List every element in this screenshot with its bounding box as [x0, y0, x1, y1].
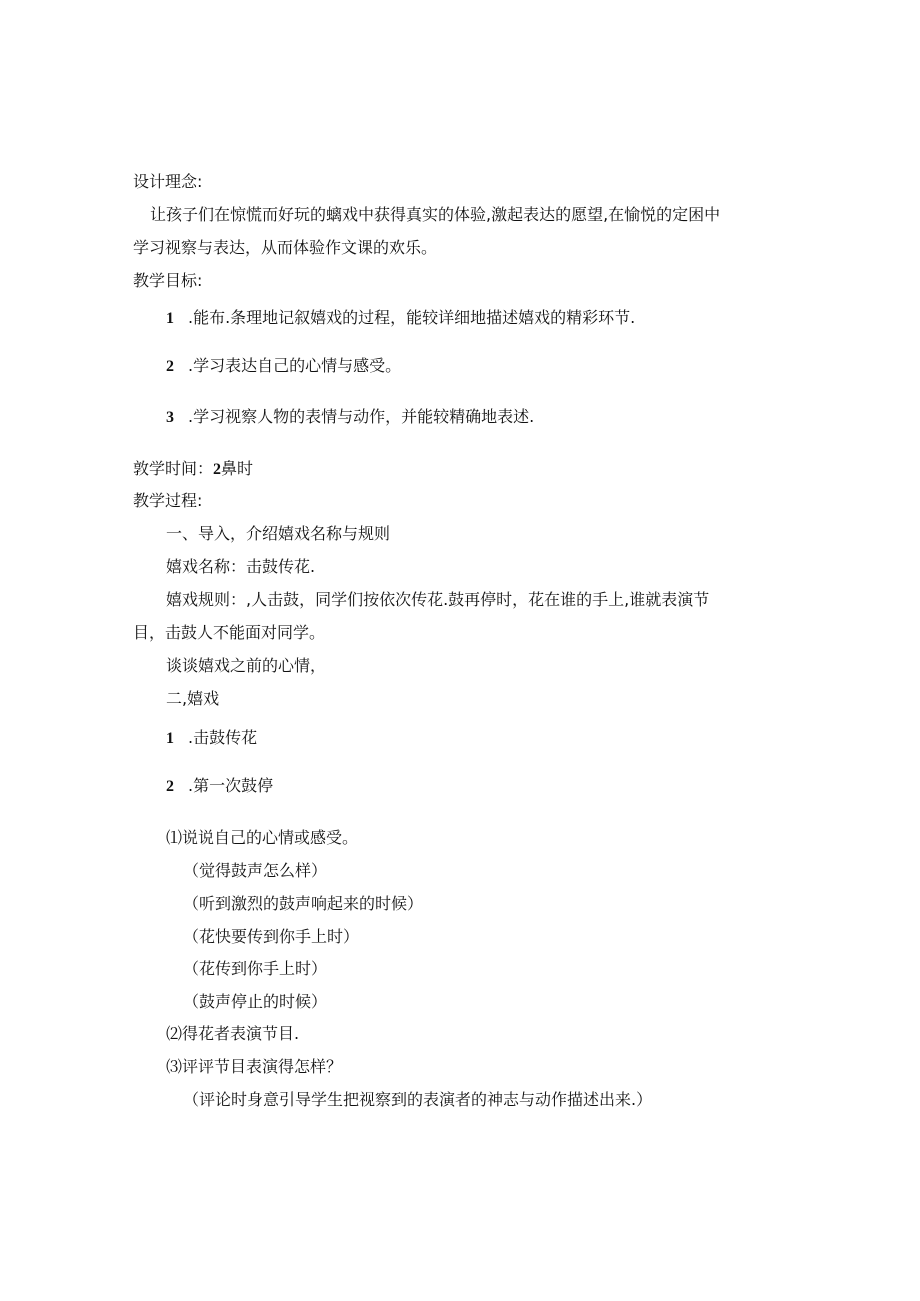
- part2-title: 二,嬉戏: [166, 689, 220, 708]
- step-item: [166, 727, 257, 750]
- goals-heading: 教学目标:: [133, 271, 203, 290]
- goal-number: 2: [166, 358, 174, 375]
- sub-item-1-note: （花传到你手上时）: [183, 959, 328, 978]
- goal-number: 1: [166, 310, 174, 327]
- sub-item-1-note: （鼓声停止的时候）: [183, 992, 328, 1011]
- sub-item-3: ⑶评评节目表演得怎样？: [166, 1057, 343, 1076]
- sub-item-1: ⑴说说自己的心情或感受。: [166, 828, 359, 847]
- goal-item: [166, 307, 635, 330]
- goal-text: .能布.条理地记叙嬉戏的过程，能较详细地描述嬉戏的精彩环节.: [188, 308, 636, 327]
- goal-text: .学习视察人物的表情与动作，并能较精确地表述.: [188, 407, 535, 426]
- game-name: 嬉戏名称：击鼓传花.: [166, 557, 316, 576]
- design-heading: 设计理念:: [133, 172, 203, 191]
- game-rules-line-1: 嬉戏规则：,人击鼓，同学们按依次传花.鼓再停时，花在谁的手上,谁就表演节: [166, 590, 710, 609]
- sub-item-1-note: （花快要传到你手上时）: [183, 927, 360, 946]
- goal-item: [166, 406, 534, 429]
- game-rules-line-2: 目，击鼓人不能面对同学。: [133, 623, 326, 642]
- goal-text: .学习表达自己的心情与感受。: [188, 356, 402, 375]
- sub-item-1-note: （听到激烈的鼓声响起来的时候）: [183, 894, 424, 913]
- talk-mood: 谈谈嬉戏之前的心情，: [166, 656, 327, 675]
- process-heading: 教学过程:: [133, 491, 203, 510]
- step-text: .第一次鼓停: [188, 776, 274, 795]
- sub-item-1-note: （觉得鼓声怎么样）: [183, 861, 328, 880]
- design-text-line-2: 学习视察与表达，从而体验作文课的欢乐。: [133, 238, 438, 257]
- time-line: [133, 458, 253, 481]
- goal-item: [166, 355, 401, 378]
- part1-title: 一、导入，介绍嬉戏名称与规则: [166, 524, 391, 543]
- step-number: 2: [166, 778, 174, 795]
- sub-item-2: ⑵得花者表演节目.: [166, 1024, 300, 1043]
- step-item: [166, 775, 273, 798]
- sub-item-3-note: （评论时身意引导学生把视察到的表演者的神志与动作描述出来.）: [183, 1090, 653, 1109]
- step-number: 1: [166, 730, 174, 747]
- step-text: .击鼓传花: [188, 728, 258, 747]
- goal-number: 3: [166, 409, 174, 426]
- time-unit: 鼻时: [221, 459, 254, 478]
- time-value: 2: [213, 461, 222, 478]
- design-text-line-1: 让孩子们在惊慌而好玩的螭戏中获得真实的体验,激起表达的愿望,在愉悦的定困中: [150, 205, 721, 224]
- time-label: 敦学时间：: [133, 459, 214, 478]
